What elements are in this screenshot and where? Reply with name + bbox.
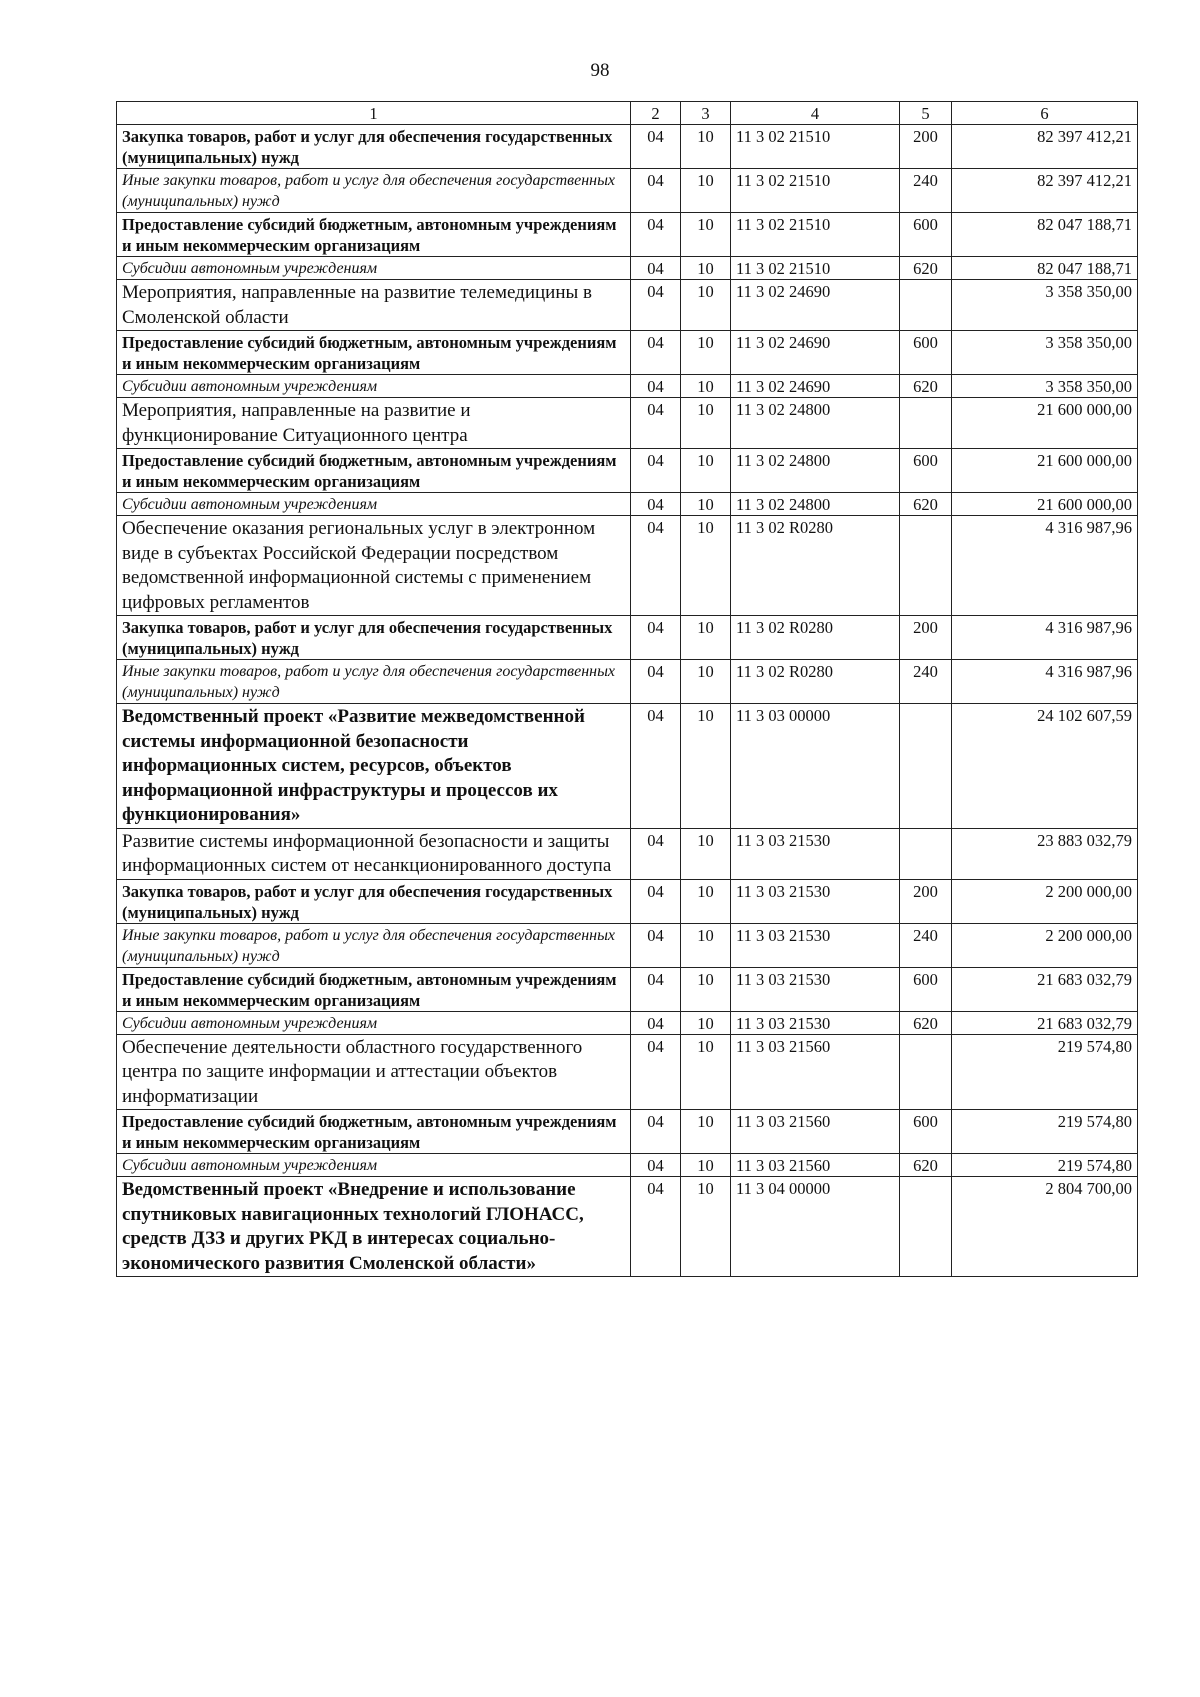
table-row	[117, 280, 1138, 331]
table-row	[117, 1177, 1138, 1277]
amount: 4 316 987,96	[952, 616, 1138, 660]
subsection-code: 10	[681, 1011, 731, 1034]
expense-type-code: 620	[900, 1011, 952, 1034]
section-code: 04	[631, 375, 681, 398]
row-description: Развитие системы информационной безопасности и защиты информационных систем от несанкционированного доступа	[117, 828, 631, 879]
table-row	[117, 516, 1138, 616]
target-item-code: 11 3 03 21560	[731, 1154, 900, 1177]
amount: 82 397 412,21	[952, 169, 1138, 213]
subsection-code: 10	[681, 169, 731, 213]
subsection-code: 10	[681, 879, 731, 923]
section-code: 04	[631, 398, 681, 449]
table-row	[117, 828, 1138, 879]
budget-table	[116, 101, 1138, 1277]
amount: 21 683 032,79	[952, 967, 1138, 1011]
amount: 21 600 000,00	[952, 449, 1138, 493]
expense-type-code: 200	[900, 125, 952, 169]
row-description: Предоставление субсидий бюджетным, автономным учреждениям и иным некоммерческим организациям	[117, 967, 631, 1011]
header-cell-1: 1	[117, 102, 631, 125]
row-description: Субсидии автономным учреждениям	[117, 375, 631, 398]
header-cell-4: 4	[731, 102, 900, 125]
subsection-code: 10	[681, 398, 731, 449]
target-item-code: 11 3 02 R0280	[731, 516, 900, 616]
row-description: Субсидии автономным учреждениям	[117, 493, 631, 516]
row-description: Ведомственный проект «Развитие межведомственной системы информационной безопасности информационных систем, ресурсов, объектов информационной инфраструктуры и процессов их функционирования»	[117, 704, 631, 829]
row-description: Предоставление субсидий бюджетным, автономным учреждениям и иным некоммерческим организациям	[117, 1110, 631, 1154]
expense-type-code: 600	[900, 1110, 952, 1154]
section-code: 04	[631, 1154, 681, 1177]
row-description: Ведомственный проект «Внедрение и использование спутниковых навигационных технологий ГЛОНАСС, средств ДЗЗ и других РКД в интересах социально-экономического развития Смоленской области»	[117, 1177, 631, 1277]
amount: 24 102 607,59	[952, 704, 1138, 829]
row-description: Закупка товаров, работ и услуг для обеспечения государственных (муниципальных) нужд	[117, 125, 631, 169]
target-item-code: 11 3 02 24800	[731, 398, 900, 449]
target-item-code: 11 3 03 21530	[731, 828, 900, 879]
table-row	[117, 879, 1138, 923]
target-item-code: 11 3 03 21560	[731, 1034, 900, 1110]
section-code: 04	[631, 1110, 681, 1154]
section-code: 04	[631, 213, 681, 257]
subsection-code: 10	[681, 660, 731, 704]
row-description: Предоставление субсидий бюджетным, автономным учреждениям и иным некоммерческим организациям	[117, 449, 631, 493]
section-code: 04	[631, 1034, 681, 1110]
section-code: 04	[631, 449, 681, 493]
expense-type-code	[900, 704, 952, 829]
expense-type-code: 620	[900, 375, 952, 398]
table-row	[117, 923, 1138, 967]
table-row	[117, 1110, 1138, 1154]
subsection-code: 10	[681, 516, 731, 616]
row-description: Субсидии автономным учреждениям	[117, 257, 631, 280]
target-item-code: 11 3 02 R0280	[731, 660, 900, 704]
amount: 2 200 000,00	[952, 879, 1138, 923]
header-cell-5: 5	[900, 102, 952, 125]
subsection-code: 10	[681, 280, 731, 331]
amount: 219 574,80	[952, 1034, 1138, 1110]
subsection-code: 10	[681, 213, 731, 257]
section-code: 04	[631, 923, 681, 967]
target-item-code: 11 3 02 24800	[731, 449, 900, 493]
subsection-code: 10	[681, 493, 731, 516]
expense-type-code	[900, 1034, 952, 1110]
target-item-code: 11 3 03 00000	[731, 704, 900, 829]
target-item-code: 11 3 02 21510	[731, 213, 900, 257]
target-item-code: 11 3 03 21530	[731, 967, 900, 1011]
table-row	[117, 493, 1138, 516]
target-item-code: 11 3 02 24690	[731, 375, 900, 398]
section-code: 04	[631, 493, 681, 516]
expense-type-code	[900, 828, 952, 879]
subsection-code: 10	[681, 331, 731, 375]
amount: 3 358 350,00	[952, 331, 1138, 375]
table-row	[117, 660, 1138, 704]
row-description: Иные закупки товаров, работ и услуг для обеспечения государственных (муниципальных) нужд	[117, 169, 631, 213]
section-code: 04	[631, 828, 681, 879]
amount: 219 574,80	[952, 1110, 1138, 1154]
expense-type-code: 240	[900, 660, 952, 704]
row-description: Закупка товаров, работ и услуг для обеспечения государственных (муниципальных) нужд	[117, 616, 631, 660]
target-item-code: 11 3 02 21510	[731, 125, 900, 169]
subsection-code: 10	[681, 923, 731, 967]
row-description: Обеспечение деятельности областного государственного центра по защите информации и аттестации объектов информатизации	[117, 1034, 631, 1110]
amount: 4 316 987,96	[952, 516, 1138, 616]
subsection-code: 10	[681, 375, 731, 398]
amount: 3 358 350,00	[952, 280, 1138, 331]
target-item-code: 11 3 02 24690	[731, 331, 900, 375]
target-item-code: 11 3 03 21530	[731, 923, 900, 967]
section-code: 04	[631, 704, 681, 829]
subsection-code: 10	[681, 1154, 731, 1177]
expense-type-code: 600	[900, 967, 952, 1011]
table-row	[117, 449, 1138, 493]
table-row	[117, 257, 1138, 280]
table-row	[117, 704, 1138, 829]
target-item-code: 11 3 02 24690	[731, 280, 900, 331]
row-description: Субсидии автономным учреждениям	[117, 1154, 631, 1177]
header-cell-6: 6	[952, 102, 1138, 125]
row-description: Субсидии автономным учреждениям	[117, 1011, 631, 1034]
expense-type-code: 600	[900, 331, 952, 375]
amount: 21 683 032,79	[952, 1011, 1138, 1034]
row-description: Предоставление субсидий бюджетным, автономным учреждениям и иным некоммерческим организациям	[117, 331, 631, 375]
amount: 21 600 000,00	[952, 398, 1138, 449]
table-row	[117, 169, 1138, 213]
expense-type-code: 600	[900, 213, 952, 257]
subsection-code: 10	[681, 1110, 731, 1154]
table-row	[117, 616, 1138, 660]
target-item-code: 11 3 02 R0280	[731, 616, 900, 660]
section-code: 04	[631, 516, 681, 616]
target-item-code: 11 3 02 24800	[731, 493, 900, 516]
expense-type-code: 600	[900, 449, 952, 493]
expense-type-code: 240	[900, 923, 952, 967]
target-item-code: 11 3 04 00000	[731, 1177, 900, 1277]
target-item-code: 11 3 03 21560	[731, 1110, 900, 1154]
row-description: Мероприятия, направленные на развитие телемедицины в Смоленской области	[117, 280, 631, 331]
table-row	[117, 1034, 1138, 1110]
expense-type-code: 620	[900, 493, 952, 516]
subsection-code: 10	[681, 704, 731, 829]
amount: 2 200 000,00	[952, 923, 1138, 967]
target-item-code: 11 3 02 21510	[731, 257, 900, 280]
target-item-code: 11 3 02 21510	[731, 169, 900, 213]
section-code: 04	[631, 967, 681, 1011]
expense-type-code: 200	[900, 616, 952, 660]
section-code: 04	[631, 331, 681, 375]
section-code: 04	[631, 616, 681, 660]
amount: 82 397 412,21	[952, 125, 1138, 169]
amount: 219 574,80	[952, 1154, 1138, 1177]
subsection-code: 10	[681, 616, 731, 660]
section-code: 04	[631, 660, 681, 704]
amount: 3 358 350,00	[952, 375, 1138, 398]
table-row	[117, 213, 1138, 257]
row-description: Закупка товаров, работ и услуг для обеспечения государственных (муниципальных) нужд	[117, 879, 631, 923]
expense-type-code	[900, 280, 952, 331]
expense-type-code: 200	[900, 879, 952, 923]
section-code: 04	[631, 879, 681, 923]
amount: 82 047 188,71	[952, 257, 1138, 280]
amount: 2 804 700,00	[952, 1177, 1138, 1277]
table-row	[117, 331, 1138, 375]
row-description: Иные закупки товаров, работ и услуг для обеспечения государственных (муниципальных) нужд	[117, 660, 631, 704]
expense-type-code	[900, 516, 952, 616]
subsection-code: 10	[681, 257, 731, 280]
target-item-code: 11 3 03 21530	[731, 879, 900, 923]
subsection-code: 10	[681, 125, 731, 169]
table-row	[117, 398, 1138, 449]
row-description: Обеспечение оказания региональных услуг в электронном виде в субъектах Российской Федерации посредством ведомственной информационной системы с применением цифровых регламентов	[117, 516, 631, 616]
table-row	[117, 967, 1138, 1011]
row-description: Предоставление субсидий бюджетным, автономным учреждениям и иным некоммерческим организациям	[117, 213, 631, 257]
table-row	[117, 1154, 1138, 1177]
target-item-code: 11 3 03 21530	[731, 1011, 900, 1034]
expense-type-code	[900, 1177, 952, 1277]
subsection-code: 10	[681, 828, 731, 879]
section-code: 04	[631, 1011, 681, 1034]
expense-type-code	[900, 398, 952, 449]
subsection-code: 10	[681, 1034, 731, 1110]
row-description: Мероприятия, направленные на развитие и функционирование Ситуационного центра	[117, 398, 631, 449]
section-code: 04	[631, 257, 681, 280]
section-code: 04	[631, 169, 681, 213]
header-cell-2: 2	[631, 102, 681, 125]
amount: 23 883 032,79	[952, 828, 1138, 879]
row-description: Иные закупки товаров, работ и услуг для обеспечения государственных (муниципальных) нужд	[117, 923, 631, 967]
subsection-code: 10	[681, 967, 731, 1011]
subsection-code: 10	[681, 449, 731, 493]
header-row	[117, 102, 1138, 125]
expense-type-code: 620	[900, 257, 952, 280]
amount: 82 047 188,71	[952, 213, 1138, 257]
amount: 21 600 000,00	[952, 493, 1138, 516]
section-code: 04	[631, 280, 681, 331]
expense-type-code: 620	[900, 1154, 952, 1177]
table-row	[117, 1011, 1138, 1034]
subsection-code: 10	[681, 1177, 731, 1277]
section-code: 04	[631, 125, 681, 169]
amount: 4 316 987,96	[952, 660, 1138, 704]
table-row	[117, 125, 1138, 169]
section-code: 04	[631, 1177, 681, 1277]
expense-type-code: 240	[900, 169, 952, 213]
page-number: 98	[590, 60, 610, 81]
header-cell-3: 3	[681, 102, 731, 125]
table-row	[117, 375, 1138, 398]
